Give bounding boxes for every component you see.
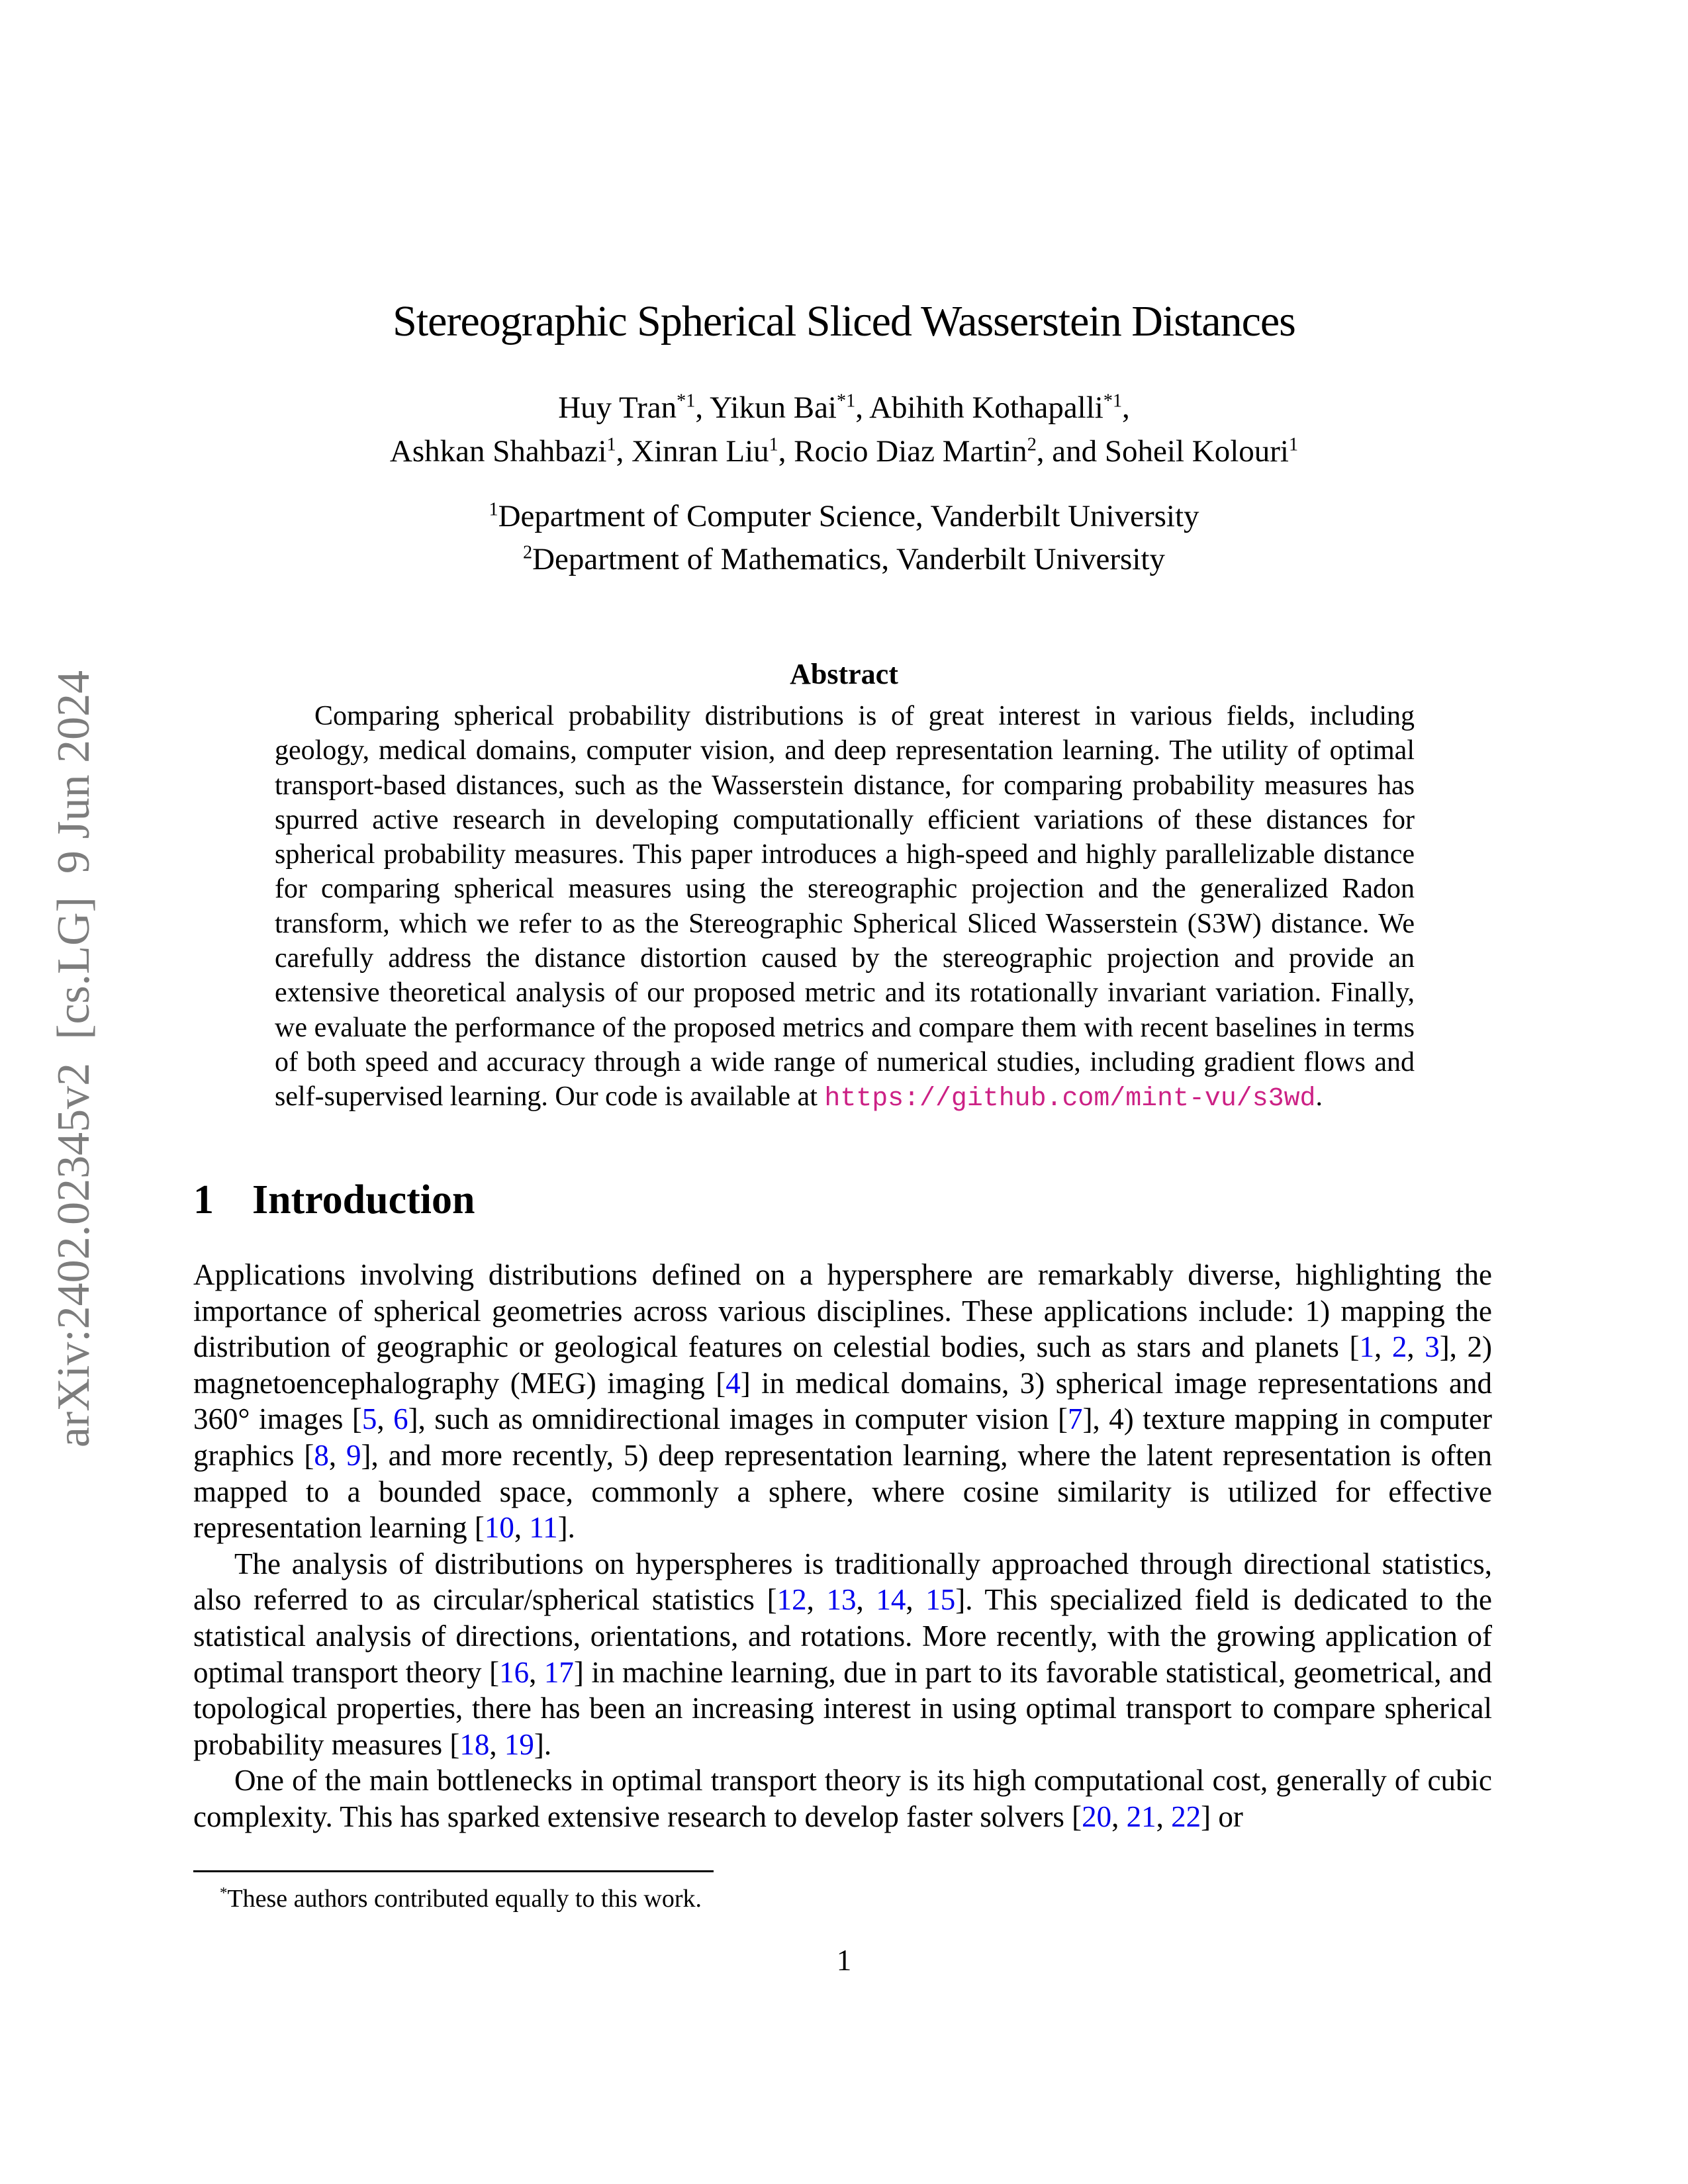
text-run: , [906,1583,926,1617]
text-run: , [856,1583,876,1617]
citation-link[interactable]: 16 [499,1655,530,1689]
citation-link[interactable]: 10 [484,1511,514,1545]
introduction-body [193,1257,1492,1835]
citation-link[interactable]: 18 [459,1727,490,1761]
text-run: Applications involving distributions defined on a hypersphere are remarkably diverse, highlighting the importance of spherical geometries across various disciplines. These applications include: 1) mapping the distribution of geographic or geological features on celestial bodies, such as stars and planets [ [193,1258,1492,1364]
author-block [0,386,1688,473]
text-run: Huy Tran [558,390,677,425]
text-run: , [328,1438,346,1472]
text-run: , and Soheil Kolouri [1036,434,1289,469]
superscript: * [220,1884,228,1901]
text-run: Comparing spherical probability distributions is of great interest in various fields, including geology, medical domains, computer vision, and deep representation learning. The utility of optimal transport-based distances, such as the Wasserstein distance, for comparing probability measures has spurred active research in developing computationally efficient variations of these distances for spherical probability measures. This paper introduces a high-speed and highly parallelizable distance for comparing spherical measures using the stereographic projection and the generalized Radon transform, which we refer to as the Stereographic Spherical Sliced Wasserstein (S3W) distance. We carefully address the distance distortion caused by the stereographic projection and provide an extensive theoretical analysis of our proposed metric and its rotationally invariant variation. Finally, we evaluate the performance of the proposed metrics and compare them with recent baselines in terms of both speed and accuracy through a wide range of numerical studies, including gradient flows and self-supervised learning. Our code is available at [275,701,1415,1113]
citation-link[interactable]: 13 [826,1583,857,1617]
paragraph-1 [193,1257,1492,1546]
citation-link[interactable]: 6 [393,1402,408,1436]
citation-link[interactable]: 8 [314,1438,329,1472]
text-run: One of the main bottlenecks in optimal transport theory is its high computational cost, generally of cubic complexity. This has sparked extensive research to develop faster solvers [ [193,1764,1492,1833]
text-run: Department of Computer Science, Vanderbilt University [498,499,1199,533]
superscript: 1 [769,434,778,455]
footnote [193,1884,1492,1914]
citation-link[interactable]: 11 [529,1511,558,1545]
citation-link[interactable]: 2 [1391,1330,1407,1364]
paper-title: Stereographic Spherical Sliced Wasserstein Distances [393,297,1295,345]
text-run: , [1407,1330,1425,1364]
citation-link[interactable]: 22 [1171,1799,1201,1833]
text-run: , Xinran Liu [616,434,769,469]
citation-link[interactable]: 7 [1068,1402,1083,1436]
text-run: ] in machine learning, due in part to its favorable statistical, geometrical, and topological properties, there has been an increasing interest in using optimal transport to compare spherical probability measures [ [193,1655,1492,1761]
affiliation-2 [0,538,1688,581]
citation-link[interactable]: 15 [925,1583,956,1617]
text-run: , [529,1655,544,1689]
text-run: . [1315,1081,1323,1113]
text-run: ], and more recently, 5) deep representation learning, where the latent representation is often mapped to a bounded space, commonly a sphere, where cosine similarity is utilized for effective representation learning [ [193,1438,1493,1545]
superscript: 1 [489,499,498,520]
text-run: ]. [557,1511,575,1545]
citation-link[interactable]: 5 [361,1402,377,1436]
superscript: 1 [1288,434,1299,455]
text-run: ], 2) magnetoencephalography (MEG) imaging [ [193,1330,1492,1400]
text-run: ]. [534,1727,552,1761]
citation-link[interactable]: 4 [726,1366,741,1400]
text-run: ], such as omnidirectional images in computer vision [ [408,1402,1068,1436]
text-run: , [489,1727,504,1761]
text-run: Ashkan Shahbazi [389,434,607,469]
affiliation-1 [0,495,1688,538]
section-title: Introduction [252,1177,475,1222]
section-number: 1 [193,1177,214,1222]
text-run: Department of Mathematics, Vanderbilt University [532,542,1165,576]
citation-link[interactable]: 9 [346,1438,361,1472]
superscript: 2 [523,542,533,563]
citation-link[interactable]: 19 [504,1727,534,1761]
text-run: , [1111,1799,1127,1833]
text-run: , [806,1583,827,1617]
citation-link[interactable]: 17 [543,1655,574,1689]
text-run: , Abihith Kothapalli [855,390,1103,425]
paragraph-3 [193,1762,1492,1835]
superscript: *1 [677,390,696,412]
citation-link[interactable]: 20 [1082,1799,1112,1833]
superscript: *1 [1103,390,1123,412]
text-run: The analysis of distributions on hyperspheres is traditionally approached through directional statistics, also referred to as circular/spherical statistics [ [193,1547,1492,1617]
footnote-rule [193,1870,714,1872]
authors-line-2 [0,430,1688,473]
citation-link[interactable]: 12 [776,1583,807,1617]
abstract-heading: Abstract [790,658,898,690]
text-run: , [377,1402,394,1436]
text-run: ]. This specialized field is dedicated to the statistical analysis of directions, orientations, and rotations. More recently, with the growing application of optimal transport theory [ [193,1583,1493,1689]
abstract-text [275,699,1415,1116]
citation-link[interactable]: 14 [876,1583,906,1617]
citation-link[interactable]: 3 [1425,1330,1440,1364]
text-run: , Yikun Bai [695,390,837,425]
superscript: 1 [606,434,616,455]
paragraph-2 [193,1546,1492,1763]
authors-line-1 [0,386,1688,430]
text-run: ], 4) texture mapping in computer graphics [ [193,1402,1492,1472]
superscript: *1 [837,390,856,412]
text-run: , Rocio Diaz Martin [778,434,1027,469]
citation-link[interactable]: 1 [1359,1330,1374,1364]
text-run: ] in medical domains, 3) spherical image representations and 360° images [ [193,1366,1492,1436]
section-heading-introduction [193,1177,475,1224]
text-run: , [1374,1330,1392,1364]
text-run: , [1122,390,1130,425]
text-run: , [514,1511,530,1545]
affiliation-block [0,495,1688,581]
arxiv-watermark: arXiv:2402.02345v2 [cs.LG] 9 Jun 2024 [48,670,99,1448]
superscript: 2 [1027,434,1037,455]
url-link[interactable]: https://github.com/mint-vu/s3wd [824,1083,1316,1114]
text-run: , [1156,1799,1172,1833]
text-run: ] or [1201,1799,1243,1833]
page-number: 1 [836,1944,852,1977]
citation-link[interactable]: 21 [1126,1799,1156,1833]
text-run: These authors contributed equally to this work. [227,1885,702,1913]
